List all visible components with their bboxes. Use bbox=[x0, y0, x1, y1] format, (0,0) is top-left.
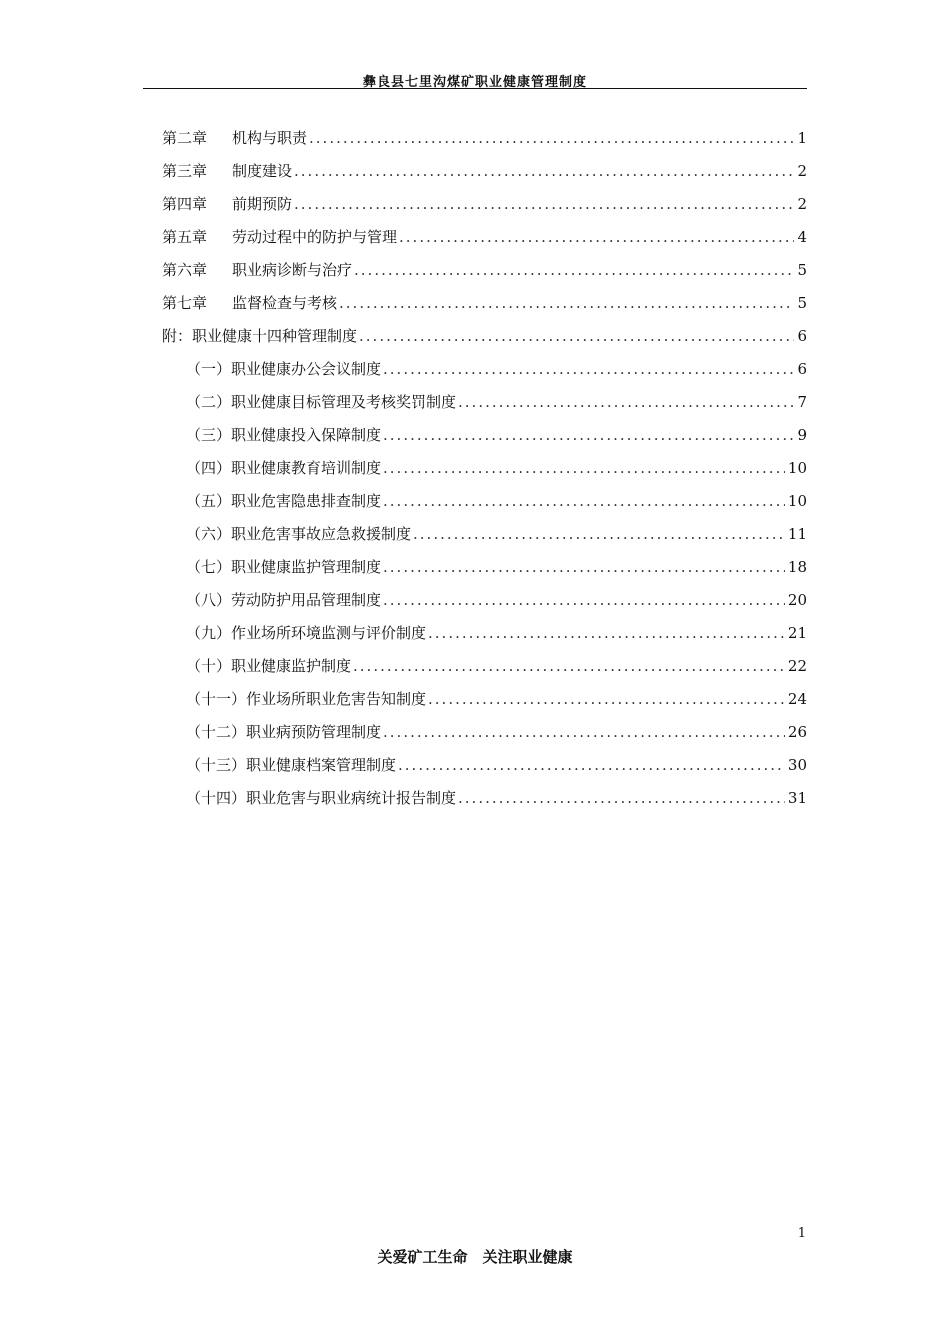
toc-dot-leader bbox=[383, 584, 785, 617]
toc-dot-leader bbox=[294, 155, 794, 188]
toc-entry[interactable] bbox=[162, 683, 807, 716]
page-number: 1 bbox=[797, 1226, 806, 1241]
toc-entry-label: （九）作业场所环境监测与评价制度 bbox=[186, 624, 427, 642]
toc-dot-leader bbox=[353, 650, 785, 683]
toc-entry-page: 7 bbox=[797, 393, 807, 411]
toc-entry[interactable] bbox=[162, 122, 807, 155]
toc-entry-number: 第五章 bbox=[162, 228, 208, 246]
toc-entry[interactable] bbox=[162, 287, 807, 320]
toc-entry-label: 职业病诊断与治疗 bbox=[232, 261, 353, 279]
toc-dot-leader bbox=[309, 122, 794, 155]
toc-entry-page: 31 bbox=[787, 789, 807, 807]
toc-dot-leader bbox=[383, 485, 785, 518]
toc-entry[interactable] bbox=[162, 386, 807, 419]
toc-entry[interactable] bbox=[162, 551, 807, 584]
toc-entry[interactable] bbox=[162, 320, 807, 353]
toc-entry-label: （一）职业健康办公会议制度 bbox=[186, 360, 382, 378]
toc-entry-page: 2 bbox=[797, 195, 807, 213]
toc-entry-page: 20 bbox=[787, 591, 807, 609]
toc-entry-label: （三）职业健康投入保障制度 bbox=[186, 426, 382, 444]
toc-entry-page: 30 bbox=[787, 756, 807, 774]
toc-entry-page: 22 bbox=[787, 657, 807, 675]
toc-entry-label: （六）职业危害事故应急救援制度 bbox=[186, 525, 412, 543]
toc-entry-label: 机构与职责 bbox=[232, 129, 308, 147]
page-header-title: 彝良县七里沟煤矿职业健康管理制度 bbox=[362, 75, 587, 90]
toc-entry-label: （四）职业健康教育培训制度 bbox=[186, 459, 382, 477]
toc-entry[interactable] bbox=[162, 353, 807, 386]
toc-entry[interactable] bbox=[162, 617, 807, 650]
header-divider bbox=[143, 88, 807, 89]
toc-dot-leader bbox=[458, 782, 785, 815]
toc-entry[interactable] bbox=[162, 452, 807, 485]
toc-entry-label: （十二）职业病预防管理制度 bbox=[186, 723, 382, 741]
toc-dot-leader bbox=[383, 419, 794, 452]
toc-entry-label: （五）职业危害隐患排查制度 bbox=[186, 492, 382, 510]
toc-dot-leader bbox=[428, 683, 785, 716]
toc-entry-page: 9 bbox=[797, 426, 807, 444]
toc-dot-leader bbox=[383, 353, 794, 386]
toc-entry-label: （八）劳动防护用品管理制度 bbox=[186, 591, 382, 609]
toc-dot-leader bbox=[413, 518, 785, 551]
toc-entry[interactable] bbox=[162, 782, 807, 815]
toc-entry[interactable] bbox=[162, 749, 807, 782]
toc-dot-leader bbox=[359, 320, 794, 353]
toc-entry-page: 10 bbox=[787, 459, 807, 477]
toc-entry[interactable] bbox=[162, 485, 807, 518]
toc-entry-label: （十一）作业场所职业危害告知制度 bbox=[186, 690, 427, 708]
toc-dot-leader bbox=[399, 221, 794, 254]
toc-entry[interactable] bbox=[162, 254, 807, 287]
toc-entry-number: 第四章 bbox=[162, 195, 208, 213]
toc-entry[interactable] bbox=[162, 221, 807, 254]
toc-entry-label: 前期预防 bbox=[232, 195, 293, 213]
toc-entry-label: （十三）职业健康档案管理制度 bbox=[186, 756, 397, 774]
toc-entry[interactable] bbox=[162, 716, 807, 749]
toc-entry-page: 10 bbox=[787, 492, 807, 510]
toc-entry-number: 第三章 bbox=[162, 162, 208, 180]
toc-entry-page: 1 bbox=[797, 129, 807, 147]
toc-entry-number: 第六章 bbox=[162, 261, 208, 279]
toc-entry-page: 5 bbox=[797, 294, 807, 312]
toc-entry-page: 2 bbox=[797, 162, 807, 180]
toc-dot-leader bbox=[383, 452, 785, 485]
toc-entry-label: 附：职业健康十四种管理制度 bbox=[162, 327, 358, 345]
toc-entry[interactable] bbox=[162, 155, 807, 188]
toc-dot-leader bbox=[339, 287, 794, 320]
table-of-contents bbox=[162, 122, 807, 815]
toc-entry[interactable] bbox=[162, 518, 807, 551]
toc-entry-page: 11 bbox=[787, 525, 807, 543]
toc-entry-page: 21 bbox=[787, 624, 807, 642]
toc-dot-leader bbox=[428, 617, 785, 650]
toc-entry-label: （十）职业健康监护制度 bbox=[186, 657, 352, 675]
toc-dot-leader bbox=[398, 749, 785, 782]
toc-entry-number: 第七章 bbox=[162, 294, 208, 312]
toc-entry-label: 监督检查与考核 bbox=[232, 294, 338, 312]
toc-entry-label: 劳动过程中的防护与管理 bbox=[232, 228, 398, 246]
toc-dot-leader bbox=[383, 716, 785, 749]
toc-entry-label: （十四）职业危害与职业病统计报告制度 bbox=[186, 789, 457, 807]
toc-entry-page: 6 bbox=[797, 327, 807, 345]
toc-entry[interactable] bbox=[162, 584, 807, 617]
toc-entry-page: 26 bbox=[787, 723, 807, 741]
toc-entry-page: 5 bbox=[797, 261, 807, 279]
footer-slogan: 关爱矿工生命 关注职业健康 bbox=[377, 1248, 573, 1266]
toc-entry[interactable] bbox=[162, 188, 807, 221]
toc-entry-label: 制度建设 bbox=[232, 162, 293, 180]
toc-entry-label: （二）职业健康目标管理及考核奖罚制度 bbox=[186, 393, 457, 411]
toc-dot-leader bbox=[458, 386, 794, 419]
toc-entry-label: （七）职业健康监护管理制度 bbox=[186, 558, 382, 576]
toc-entry-page: 4 bbox=[797, 228, 807, 246]
toc-entry-page: 18 bbox=[787, 558, 807, 576]
toc-entry[interactable] bbox=[162, 650, 807, 683]
toc-entry-number: 第二章 bbox=[162, 129, 208, 147]
toc-entry-page: 24 bbox=[787, 690, 807, 708]
toc-dot-leader bbox=[294, 188, 794, 221]
toc-dot-leader bbox=[383, 551, 785, 584]
toc-dot-leader bbox=[354, 254, 794, 287]
toc-entry[interactable] bbox=[162, 419, 807, 452]
toc-entry-page: 6 bbox=[797, 360, 807, 378]
